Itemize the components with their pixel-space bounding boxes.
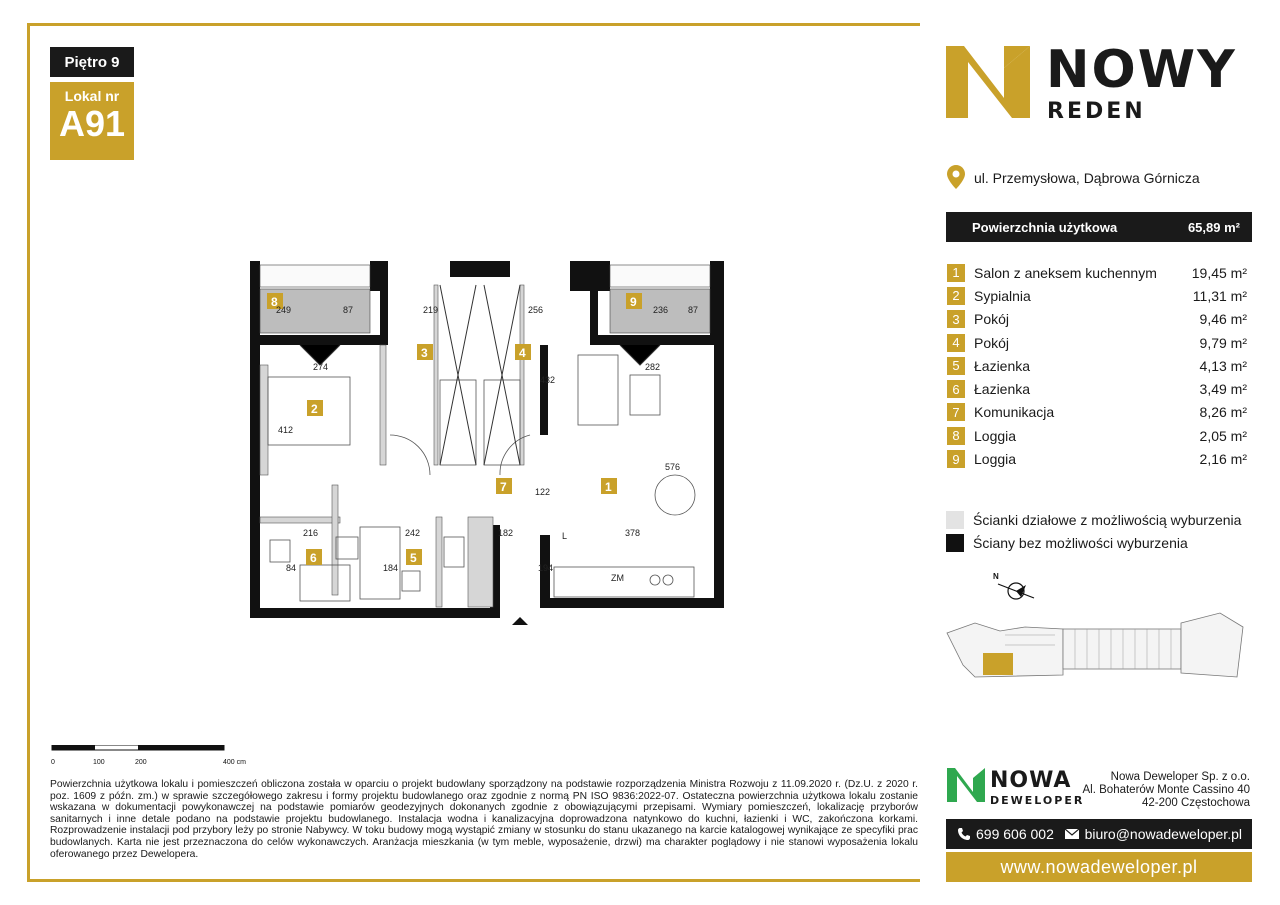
floor-plan	[240, 255, 730, 630]
list-item: 1 Salon z aneksem kuchennym 19,45 m²	[947, 261, 1247, 284]
website-link[interactable]: www.nowadeweloper.pl	[946, 852, 1252, 882]
unit-label: Lokal nr	[64, 88, 120, 104]
email-link[interactable]: biuro@nowadeweloper.pl	[1065, 826, 1242, 842]
dim-256: 256	[528, 305, 544, 315]
dim-182: 182	[498, 528, 514, 538]
list-item: 9 Loggia 2,16 m²	[947, 447, 1247, 470]
dim-432: 432	[540, 375, 556, 385]
svg-text:3: 3	[421, 346, 428, 360]
floor-badge: Piętro 9	[50, 47, 134, 77]
svg-text:8: 8	[271, 295, 278, 309]
legal-notes: Powierzchnia użytkowa lokalu i pomieszczeń obliczona została w oparciu o projekt budowlany sporządzony na podstawie rozporządzenia Ministra Rozwoju z 11.09.2020 r. (Dz.U. z 2020 r. poz. 1609 z późn. zm.) w sprawie szczegółowego zakresu i formy projektu budowlanego oraz zgodnie z normą PN ISO 9836:2022-07. Ostateczna powierzchnia użytkowa lokalu zostanie wskazana w dokumentacji powykonawczej na podstawie pomiarów geodezyjnych dokonanych zgodnie z obowiązującymi przepisami. Wymiary pomieszczeń, lokalizację przyborów sanitarnych i inne detale podano na podstawie projektu budowlanego. Instalacja wodna i kanalizacyjna doprowadzona natynkowo do kuchni, łazienki i WC, zakończona korkami. Rozprowadzenie instalacji pod przybory leży po stronie Nabywcy. W toku budowy mogą wystąpić zmiany w stosunku do stanu ukazanego na karcie katalogowej wynikające ze specyfiki prac budowlanych. Karta nie jest przeznaczona do celów wykonawczych. Aranżacja mieszkania (w tym meble, wyposażenie, drzwi) ma charakter poglądowy i nie stanowi wyposażenia lokalu oferowanego przez Dewelopera.	[50, 779, 918, 860]
legend-label: Ściany bez możliwości wyburzenia	[973, 535, 1188, 551]
envelope-icon	[1065, 829, 1079, 839]
dim-412: 412	[278, 425, 294, 435]
svg-text:200: 200	[135, 759, 147, 766]
svg-text:1: 1	[605, 480, 612, 494]
list-item: 2 Sypialnia 11,31 m²	[947, 284, 1247, 307]
unit-badge	[50, 82, 134, 160]
compass-icon	[990, 570, 1040, 604]
phone-icon	[958, 828, 970, 840]
dim-274: 274	[313, 362, 329, 372]
nowy-reden-logo-icon	[946, 46, 1032, 118]
entrance-arrow-icon	[512, 617, 528, 625]
svg-text:4: 4	[519, 346, 526, 360]
svg-text:N: N	[993, 572, 999, 581]
dim-576: 576	[665, 462, 681, 472]
developer-subname: DEWELOPER	[990, 794, 1085, 807]
list-item: 3 Pokój 9,46 m²	[947, 308, 1247, 331]
svg-text:6: 6	[310, 551, 317, 565]
unit-number: A91	[58, 103, 126, 144]
dim-236: 236	[653, 305, 669, 315]
contact-bar	[946, 819, 1252, 849]
svg-text:100: 100	[93, 759, 105, 766]
dim-184: 184	[383, 563, 399, 573]
dim-194: 194	[538, 563, 554, 573]
frame-bottom-line	[27, 879, 920, 882]
unit-highlight	[983, 653, 1013, 675]
legend-swatch-light	[946, 511, 964, 529]
list-item: 7 Komunikacja 8,26 m²	[947, 401, 1247, 424]
svg-text:5: 5	[410, 551, 417, 565]
brand-line-2: REDEN	[1047, 99, 1146, 124]
usable-area-bar	[946, 212, 1252, 242]
legend-removable-walls	[946, 511, 1241, 529]
site-plan	[945, 605, 1245, 685]
developer-name: NOWA	[990, 768, 1072, 793]
location-pin-icon	[947, 165, 965, 189]
dim-122: 122	[535, 487, 551, 497]
dim-87a: 87	[343, 305, 354, 315]
fixture-zm: ZM	[611, 573, 624, 583]
dim-282: 282	[645, 362, 661, 372]
usable-area-value: 65,89 m²	[1187, 219, 1240, 235]
frame-top-line	[27, 23, 920, 26]
svg-text:2: 2	[311, 402, 318, 416]
usable-area-label: Powierzchnia użytkowa	[972, 219, 1118, 235]
list-item: 4 Pokój 9,79 m²	[947, 331, 1247, 354]
address: ul. Przemysłowa, Dąbrowa Górnicza	[974, 170, 1200, 186]
legend-swatch-dark	[946, 534, 964, 552]
list-item: 8 Loggia 2,05 m²	[947, 424, 1247, 447]
dim-87b: 87	[688, 305, 699, 315]
svg-text:7: 7	[500, 480, 507, 494]
company-address: Nowa Deweloper Sp. z o.o. Al. Bohaterów Monte Cassino 40 42-200 Częstochowa	[1082, 771, 1250, 809]
brand-line-1: NOWY	[1046, 40, 1237, 100]
svg-text:0: 0	[51, 759, 55, 766]
dim-216: 216	[303, 528, 319, 538]
dim-242: 242	[405, 528, 421, 538]
scale-bar	[51, 745, 271, 767]
plan-room-numbers	[267, 293, 642, 565]
room-list	[947, 261, 1247, 471]
frame-left-line	[27, 23, 30, 882]
dim-378: 378	[625, 528, 641, 538]
list-item: 6 Łazienka 3,49 m²	[947, 377, 1247, 400]
phone-link[interactable]: 699 606 002	[958, 826, 1054, 842]
legend-label: Ścianki działowe z możliwością wyburzenia	[973, 512, 1242, 528]
dim-219: 219	[423, 305, 439, 315]
fixture-l: L	[562, 531, 568, 541]
dim-84: 84	[286, 563, 297, 573]
svg-text:9: 9	[630, 295, 637, 309]
nowa-deweloper-logo-icon	[947, 768, 985, 802]
legend-fixed-walls	[946, 534, 1188, 552]
svg-text:400 cm: 400 cm	[223, 759, 246, 766]
list-item: 5 Łazienka 4,13 m²	[947, 354, 1247, 377]
dim-249: 249	[276, 305, 292, 315]
